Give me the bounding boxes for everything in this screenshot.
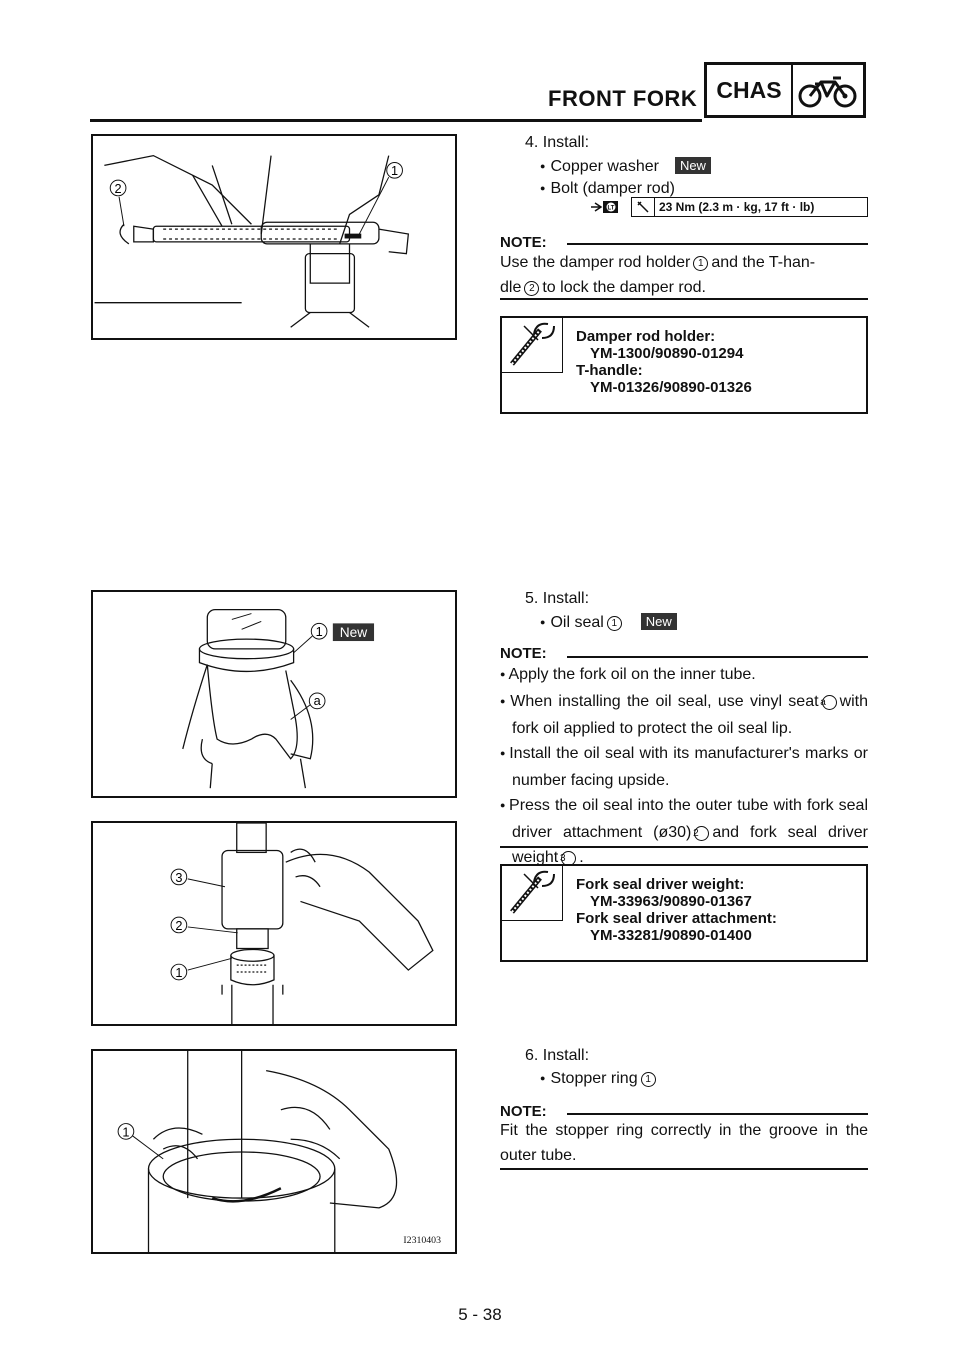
note-rule	[567, 243, 868, 245]
figure-stopper-ring	[91, 1049, 457, 1254]
new-badge: New	[675, 157, 711, 174]
step-4-item-1	[540, 157, 711, 176]
tool-part-number: YM-1300/90890-01294	[590, 345, 744, 362]
callout-2: 2	[114, 180, 122, 196]
note-label: NOTE:	[500, 645, 547, 662]
step-5-title: 5. Install:	[525, 590, 590, 607]
chapter-tab	[704, 62, 866, 118]
section-title: FRONT FORK	[548, 86, 698, 111]
step-4-note	[500, 250, 868, 300]
ref-a: a	[822, 695, 837, 710]
note-end-rule	[500, 846, 868, 848]
new-badge: New	[339, 625, 368, 641]
note-text: and the T-han-	[711, 254, 816, 271]
note-text: dle	[500, 279, 522, 296]
item-text: Stopper ring	[550, 1070, 638, 1087]
callout-a: a	[313, 692, 321, 708]
note-text: to lock the damper rod.	[542, 279, 706, 296]
callout-1: 1	[391, 163, 399, 179]
torque-value: 23 Nm (2.3 m · kg, 17 ft · lb)	[659, 200, 815, 214]
svg-text:LT: LT	[607, 205, 615, 212]
tool-name: Damper rod holder:	[576, 328, 716, 345]
note-text: with fork oil applied to protect the oil seal lip.	[512, 693, 869, 737]
new-badge: New	[641, 613, 677, 630]
tool-name: T-handle:	[576, 362, 643, 379]
ref-2: 2	[524, 281, 539, 296]
callout-1: 1	[175, 964, 183, 980]
ref-1: 1	[641, 1072, 656, 1087]
step-6-note: Fit the stopper ring correctly in the groove in the outer tube.	[500, 1122, 868, 1164]
tool-part-number: YM-33963/90890-01367	[590, 893, 752, 910]
ref-2: 2	[694, 826, 709, 841]
step-5-note	[500, 662, 868, 870]
chapter-code: CHAS	[707, 65, 793, 115]
torque-spec	[563, 196, 868, 218]
item-text: Bolt (damper rod)	[550, 180, 675, 197]
figure-code: I2310403	[403, 1235, 441, 1247]
tool-list	[576, 328, 752, 396]
note-bullet	[500, 689, 868, 741]
special-tools-box-1	[500, 316, 868, 414]
figure-fork-seal-driver	[91, 821, 457, 1026]
note-text: Use the damper rod holder	[500, 254, 691, 271]
tool-icon	[502, 318, 563, 373]
ref-1: 1	[693, 256, 708, 271]
step-6-item	[540, 1070, 659, 1088]
note-bullet: ● Install the oil seal with its manufacturer's marks or number facing upside.	[500, 741, 868, 793]
page-number: 5 - 38	[458, 1305, 502, 1324]
tool-part-number: YM-33281/90890-01400	[590, 927, 752, 944]
figure-oil-seal	[91, 590, 457, 798]
tool-icon	[502, 866, 563, 921]
special-tools-box-2	[500, 864, 868, 962]
item-text: Copper washer	[550, 158, 659, 175]
note-text: When installing the oil seal, use vinyl seat	[510, 693, 819, 710]
note-end-rule	[500, 1168, 868, 1170]
callout-3: 3	[175, 869, 183, 885]
note-bullet: ● Press the oil seal into the outer tube with fork seal driver attachment (ø30) 2 and fork seal driver weight 3 .	[500, 793, 868, 870]
tool-part-number: YM-01326/90890-01326	[590, 379, 752, 396]
note-bullet: ● Apply the fork oil on the inner tube.	[500, 662, 868, 689]
step-4-title: 4. Install:	[525, 134, 590, 151]
torque-wrench-icon	[632, 198, 655, 216]
tool-name: Fork seal driver attachment:	[576, 910, 777, 927]
note-text: Press the oil seal into the outer tube with fork seal driver attachment (ø30)	[509, 797, 869, 841]
ref-1: 1	[607, 616, 622, 631]
loctite-icon	[591, 198, 621, 221]
step-5-item	[540, 613, 677, 632]
callout-2: 2	[175, 917, 183, 933]
note-end-rule	[500, 298, 868, 300]
ref-3: 3	[561, 851, 576, 866]
note-text: and fork seal driver weight	[512, 824, 868, 866]
callout-1: 1	[122, 1124, 130, 1140]
note-label: NOTE:	[500, 1103, 547, 1120]
callout-1: 1	[315, 624, 323, 640]
figure-damper-rod-holder	[91, 134, 457, 340]
note-label: NOTE:	[500, 234, 547, 251]
note-rule	[567, 1113, 868, 1115]
tool-name: Fork seal driver weight:	[576, 876, 745, 893]
motorcycle-icon	[793, 65, 863, 115]
item-text: Oil seal	[550, 614, 604, 631]
header-rule	[90, 119, 702, 122]
note-rule	[567, 656, 868, 658]
step-6-title: 6. Install:	[525, 1047, 590, 1064]
tool-list	[576, 876, 777, 944]
